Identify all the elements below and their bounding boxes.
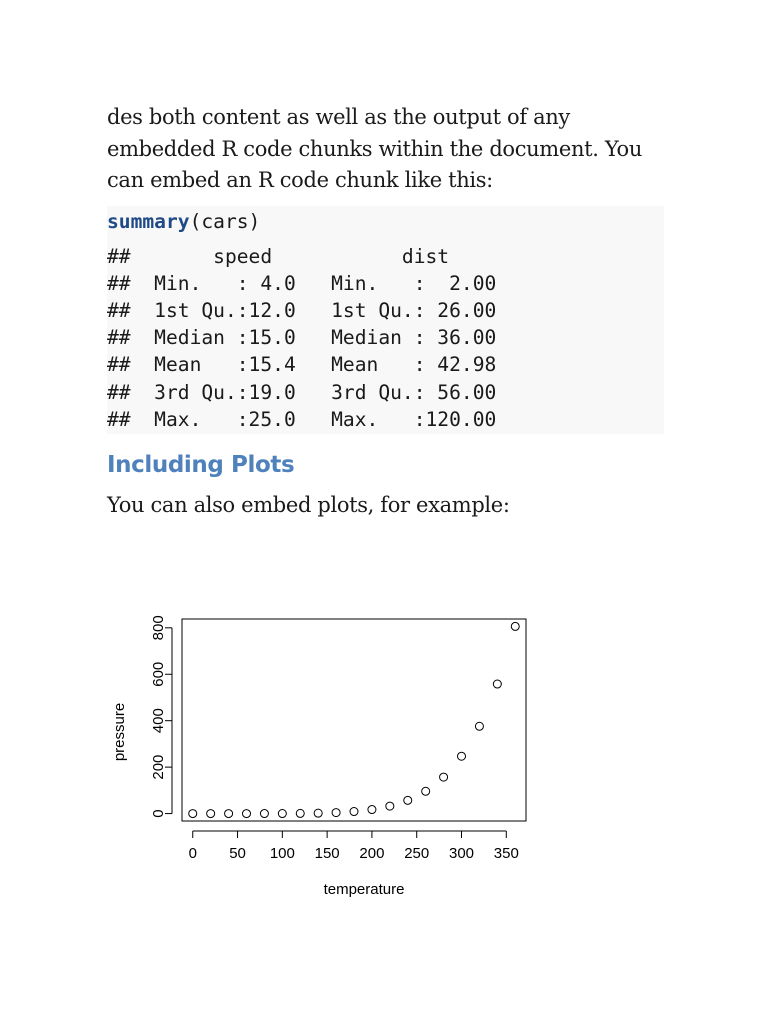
x-tick-label: 350 bbox=[493, 845, 519, 862]
output-line: ## Min. : 4.0 Min. : 2.00 bbox=[107, 271, 497, 295]
y-tick-label: 400 bbox=[150, 708, 168, 734]
data-point bbox=[332, 809, 340, 817]
data-point bbox=[260, 810, 268, 818]
data-point bbox=[422, 787, 430, 795]
y-axis-label: pressure bbox=[111, 702, 128, 762]
data-point bbox=[243, 810, 251, 818]
data-point bbox=[475, 722, 483, 730]
x-tick-label: 50 bbox=[229, 845, 246, 862]
data-point bbox=[350, 808, 358, 816]
data-point bbox=[440, 773, 448, 781]
x-tick-label: 150 bbox=[314, 845, 340, 862]
data-point bbox=[314, 809, 322, 817]
data-point bbox=[189, 810, 197, 818]
plot-intro-paragraph: You can also embed plots, for example: bbox=[107, 493, 510, 517]
intro-paragraph: des both content as well as the output of any embedded R code chunks within the document. You can embed an R code chunk like this: bbox=[107, 105, 643, 192]
section-heading: Including Plots bbox=[107, 452, 295, 478]
y-tick-label: 800 bbox=[150, 615, 168, 641]
data-point bbox=[225, 810, 233, 818]
code-block bbox=[107, 206, 664, 435]
y-tick-label: 600 bbox=[150, 661, 168, 687]
data-point bbox=[368, 806, 376, 814]
scatter-plot-svg bbox=[100, 600, 540, 910]
data-point bbox=[458, 752, 466, 760]
data-point bbox=[386, 802, 394, 810]
data-point bbox=[207, 810, 215, 818]
code-args: (cars) bbox=[189, 209, 261, 233]
output-line: ## speed dist bbox=[107, 244, 497, 268]
x-tick-label: 300 bbox=[448, 845, 475, 862]
output-line: ## Max. :25.0 Max. :120.00 bbox=[107, 407, 497, 431]
code-call bbox=[107, 208, 664, 235]
output-line: ## 3rd Qu.:19.0 3rd Qu.: 56.00 bbox=[107, 380, 497, 404]
x-tick-label: 0 bbox=[188, 845, 197, 862]
pressure-plot bbox=[100, 600, 540, 910]
x-tick-label: 250 bbox=[404, 845, 430, 862]
data-point bbox=[278, 810, 286, 818]
y-tick-label: 200 bbox=[150, 754, 168, 780]
plot-frame bbox=[182, 619, 526, 821]
x-axis-label: temperature bbox=[323, 881, 405, 898]
output-line: ## 1st Qu.:12.0 1st Qu.: 26.00 bbox=[107, 299, 497, 323]
x-tick-label: 100 bbox=[269, 845, 295, 862]
output-line: ## Median :15.0 Median : 36.00 bbox=[107, 326, 497, 350]
x-tick-label: 200 bbox=[359, 845, 385, 862]
document-page bbox=[107, 102, 665, 522]
y-tick-label: 0 bbox=[150, 809, 168, 818]
data-point bbox=[493, 680, 501, 688]
data-point bbox=[511, 622, 519, 630]
output-line: ## Mean :15.4 Mean : 42.98 bbox=[107, 353, 497, 377]
code-function: summary bbox=[107, 209, 190, 233]
data-point bbox=[404, 796, 412, 804]
data-point bbox=[296, 809, 304, 817]
